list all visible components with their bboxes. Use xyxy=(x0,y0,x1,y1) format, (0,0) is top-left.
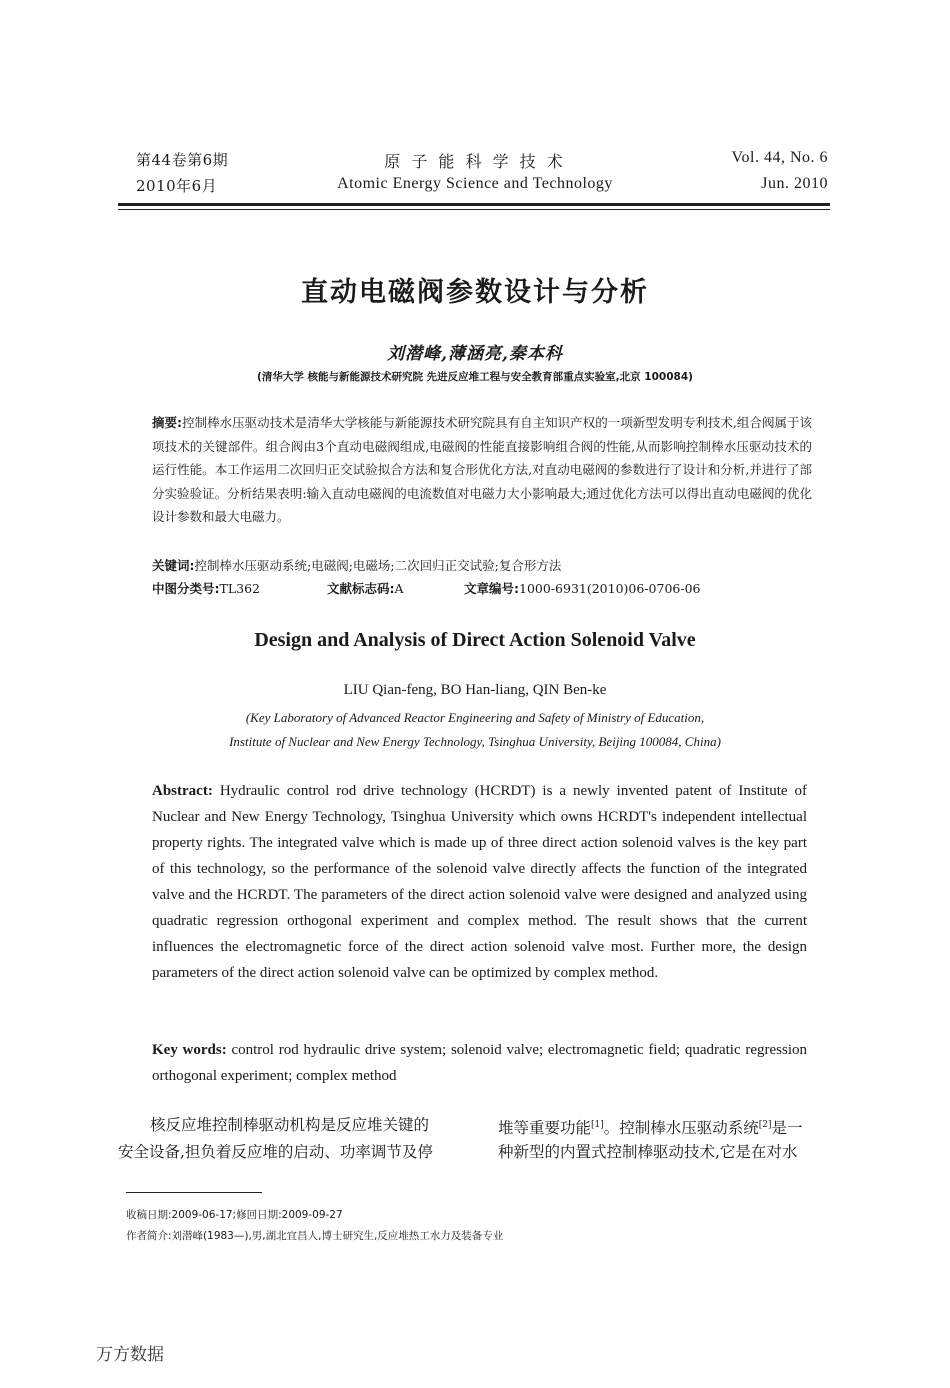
body-right-line1 xyxy=(498,1112,843,1142)
body-left-line1: 核反应堆控制棒驱动机构是反应堆关键的 xyxy=(150,1116,430,1134)
abstract-en xyxy=(152,778,807,986)
paper-title-en: Design and Analysis of Direct Action Solenoid Valve xyxy=(254,629,696,651)
authors-cn: 刘潜峰,薄涵亮,秦本科 xyxy=(387,344,563,364)
clc-label: 中图分类号: xyxy=(152,581,220,596)
journal-title-cn: 原 子 能 科 学 技 术 xyxy=(384,152,566,171)
abstract-cn-label: 摘要: xyxy=(152,415,183,430)
doc-code-label: 文献标志码: xyxy=(327,581,395,596)
body-right-line1-part-a: 堆等重要功能 xyxy=(498,1119,592,1138)
footnote-rule xyxy=(126,1192,262,1193)
footnote-received: 收稿日期:2009-06-17;修回日期:2009-09-27 xyxy=(126,1209,343,1221)
body-right-line1-part-b: 。控制棒水压驱动系统 xyxy=(603,1119,759,1138)
affiliation-en-line1: (Key Laboratory of Advanced Reactor Engineering and Safety of Ministry of Education, xyxy=(245,710,705,725)
header-rule-thin xyxy=(118,209,830,210)
body-left-line2: 安全设备,担负着反应堆的启动、功率调节及停 xyxy=(118,1143,433,1161)
abstract-cn-text: 控制棒水压驱动技术是清华大学核能与新能源技术研究院具有自主知识产权的一项新型发明专利技术,组合阀属于该项技术的关键部件。组合阀由3个直动电磁阀组成,电磁阀的性能直接影响组合阀的性能,从而影响控制棒水压驱动技术的运行性能。本工作运用二次回归正交试验拟合方法和复合形优化方法,对直动电磁阀的参数进行了设计和分析,并进行了部分实验验证。分析结果表明:输入直动电磁阀的电流数值对电磁力大小影响最大;通过优化方法可以得出直动电磁阀的优化设计参数和最大电磁力。 xyxy=(152,415,812,524)
affiliation-en xyxy=(0,706,950,754)
header-rule-thick xyxy=(118,203,830,206)
keywords-en-label: Key words: xyxy=(152,1042,227,1058)
keywords-en xyxy=(152,1037,807,1089)
article-number xyxy=(464,579,700,597)
keywords-cn xyxy=(152,554,812,578)
paper-title-cn: 直动电磁阀参数设计与分析 xyxy=(301,277,649,308)
keywords-cn-label: 关键词: xyxy=(152,558,195,573)
clc-value: TL362 xyxy=(219,581,260,596)
volume-issue-en: Vol. 44, No. 6 xyxy=(731,149,828,166)
clc-number xyxy=(152,579,260,597)
doc-code-value: A xyxy=(394,581,404,596)
date-en: Jun. 2010 xyxy=(761,175,828,192)
document-code xyxy=(327,579,404,597)
volume-issue-cn: 第44卷第6期 xyxy=(136,151,229,169)
footnote-author-bio: 作者简介:刘潜峰(1983—),男,湖北宜昌人,博士研究生,反应堆热工水力及装备专业 xyxy=(126,1230,504,1242)
article-number-label: 文章编号: xyxy=(464,581,519,596)
affiliation-en-line2: Institute of Nuclear and New Energy Technology, Tsinghua University, Beijing 100084, China) xyxy=(229,734,721,749)
abstract-en-text: Hydraulic control rod drive technology (HCRDT) is a newly invented patent of Institute of Nuclear and New Energy Technology, Tsinghua University which owns HCRDT's independent intellectual property rights. The integrated valve which is made up of three direct action solenoid valves is the key part of this technology, so the performance of the solenoid valve directly affects the function of the integrated valve and the HCRDT. The parameters of the direct action solenoid valve were designed and analyzed using quadratic regression orthogonal experiment and complex method. The result shows that the current influences the electromagnetic force of the direct action solenoid valve most. Further more, the design parameters of the direct action solenoid valve can be optimized by complex method. xyxy=(152,783,808,981)
citation-ref-1: [1] xyxy=(591,1120,604,1130)
keywords-cn-text: 控制棒水压驱动系统;电磁阀;电磁场;二次回归正交试验;复合形方法 xyxy=(194,558,562,573)
body-right-line2: 种新型的内置式控制棒驱动技术,它是在对水 xyxy=(498,1143,798,1161)
journal-title-en: Atomic Energy Science and Technology xyxy=(337,175,613,192)
citation-ref-2: [2] xyxy=(758,1120,772,1130)
abstract-cn xyxy=(152,411,812,529)
authors-en: LIU Qian-feng, BO Han-liang, QIN Ben-ke xyxy=(343,682,607,698)
wanfang-watermark: 万方数据 xyxy=(96,1345,164,1365)
body-right-line1-part-c: 是一 xyxy=(771,1119,803,1138)
date-cn: 2010年6月 xyxy=(136,177,218,195)
article-number-value: 1000-6931(2010)06-0706-06 xyxy=(519,581,701,596)
abstract-en-label: Abstract: xyxy=(152,783,213,799)
affiliation-cn: (清华大学 核能与新能源技术研究院 先进反应堆工程与安全教育部重点实验室,北京 100084) xyxy=(257,371,693,383)
keywords-en-text: control rod hydraulic drive system; solenoid valve; electromagnetic field; quadratic regression orthogonal experiment; complex method xyxy=(152,1042,808,1084)
